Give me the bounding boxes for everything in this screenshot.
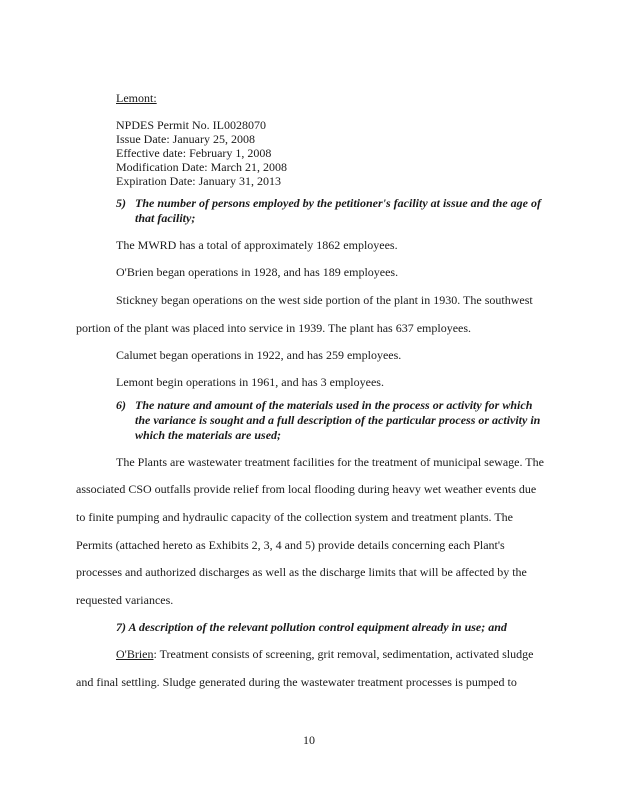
item6-line3: which the materials are used; bbox=[135, 428, 282, 442]
item6-line1: The nature and amount of the materials used in the process or activity for which bbox=[135, 398, 533, 412]
obrien-line2: and final settling. Sludge generated during the wastewater treatment processes is pumped to bbox=[76, 675, 517, 689]
item6-number: 6) bbox=[116, 398, 126, 412]
page-number: 10 bbox=[303, 733, 315, 747]
issue-date: Issue Date: January 25, 2008 bbox=[116, 132, 255, 146]
plants-line3: to finite pumping and hydraulic capacity of the collection system and treatment plants. The bbox=[76, 510, 513, 524]
item5-number: 5) bbox=[116, 196, 126, 210]
obrien-label: O'Brien bbox=[116, 647, 154, 661]
obrien-line1-text: : Treatment consists of screening, grit removal, sedimentation, activated sludge bbox=[153, 647, 534, 661]
calumet-employees: Calumet began operations in 1922, and has 259 employees. bbox=[116, 348, 402, 362]
lemont-heading: Lemont: bbox=[116, 91, 157, 105]
obrien-line1 bbox=[116, 647, 533, 661]
plants-line1: The Plants are wastewater treatment facilities for the treatment of municipal sewage. The bbox=[116, 455, 544, 469]
permit-number: NPDES Permit No. IL0028070 bbox=[116, 118, 266, 132]
item5-line1: The number of persons employed by the petitioner's facility at issue and the age of bbox=[135, 196, 541, 210]
stickney-line1: Stickney began operations on the west side portion of the plant in 1930. The southwest bbox=[116, 293, 533, 307]
plants-line4: Permits (attached hereto as Exhibits 2, 3, 4 and 5) provide details concerning each Plant's bbox=[76, 538, 505, 552]
obrien-employees: O'Brien began operations in 1928, and has 189 employees. bbox=[116, 265, 399, 279]
plants-line6: requested variances. bbox=[76, 593, 174, 607]
effective-date: Effective date: February 1, 2008 bbox=[116, 146, 272, 160]
plants-line5: processes and authorized discharges as well as the discharge limits that will be affected by the bbox=[76, 565, 527, 579]
item5-line2: that facility; bbox=[135, 211, 196, 225]
mwrd-employees: The MWRD has a total of approximately 1862 employees. bbox=[116, 238, 398, 252]
expiration-date: Expiration Date: January 31, 2013 bbox=[116, 174, 281, 188]
item7-heading: 7) A description of the relevant pollution control equipment already in use; and bbox=[116, 620, 507, 634]
lemont-employees: Lemont begin operations in 1961, and has 3 employees. bbox=[116, 375, 384, 389]
item6-line2: the variance is sought and a full description of the particular process or activity in bbox=[135, 413, 541, 427]
plants-line2: associated CSO outfalls provide relief from local flooding during heavy wet weather events due bbox=[76, 482, 537, 496]
stickney-line2: portion of the plant was placed into service in 1939. The plant has 637 employees. bbox=[76, 321, 472, 335]
modification-date: Modification Date: March 21, 2008 bbox=[116, 160, 287, 174]
